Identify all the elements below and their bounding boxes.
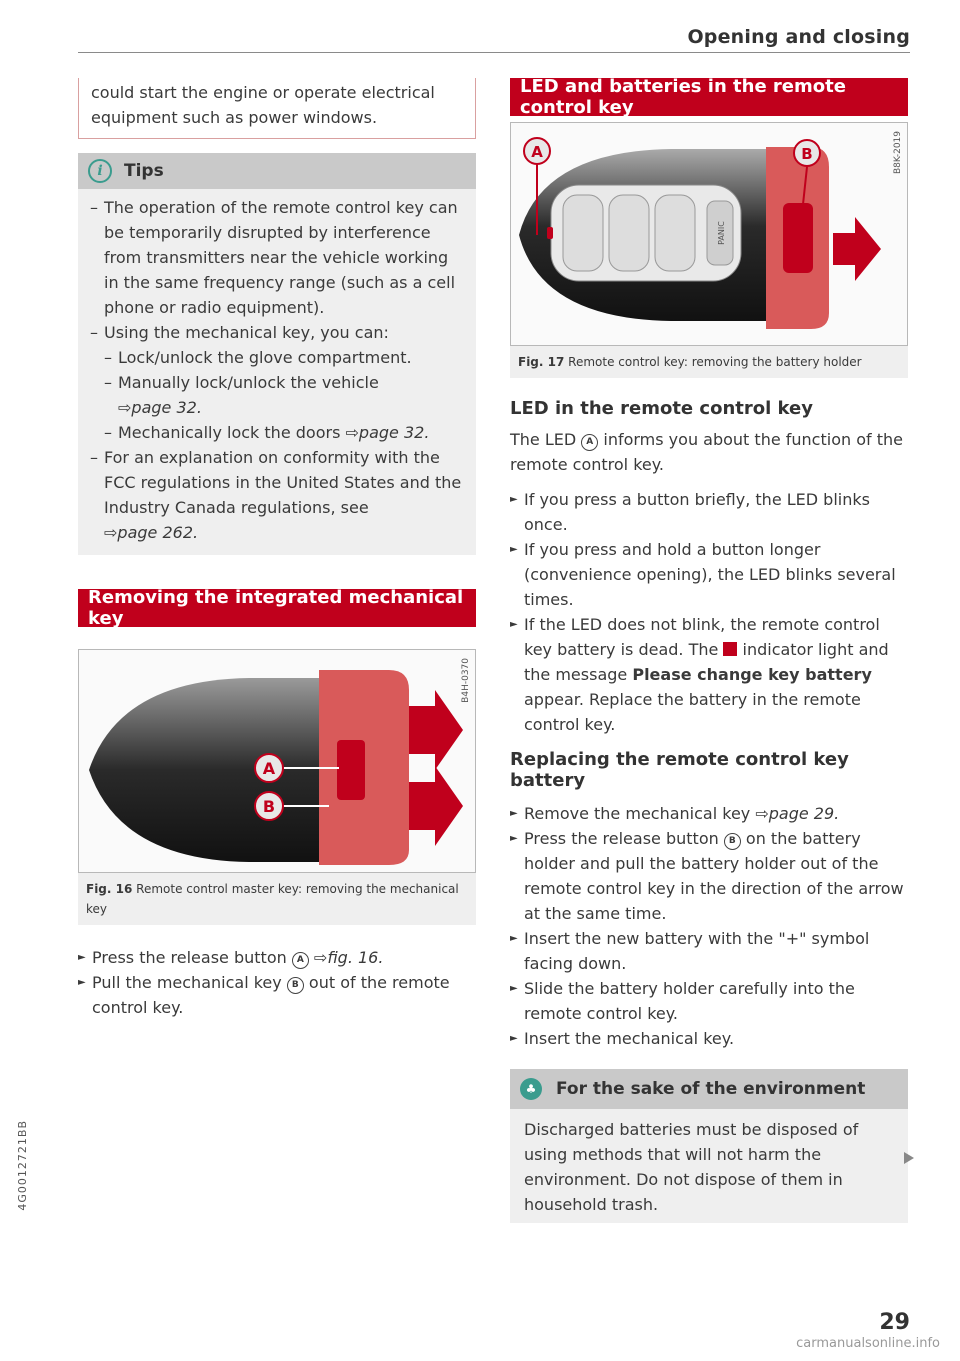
figure-code: B4H-0370 xyxy=(461,658,471,703)
step-text: Press the release button xyxy=(92,948,292,967)
page-ref-link[interactable]: ⇨page 262. xyxy=(104,523,199,542)
callout-a-label: A xyxy=(531,143,543,161)
replace-step: ► Insert the new battery with the "+" symbol facing down. xyxy=(510,926,908,976)
replace-step xyxy=(510,801,908,826)
tips-item xyxy=(90,445,466,545)
replace-step: ► Slide the battery holder carefully into the remote control key. xyxy=(510,976,908,1026)
figure-17 xyxy=(510,122,908,346)
key-illustration xyxy=(79,650,476,872)
replace-step-text: Remove the mechanical key xyxy=(524,804,756,823)
replace-step-text: Press the release button xyxy=(524,829,724,848)
tips-list xyxy=(78,189,476,545)
battery-message: Please change key battery xyxy=(632,665,872,684)
figure-caption-text: Remote control master key: removing the mechanical key xyxy=(86,882,459,916)
figure-caption-text: Remote control key: removing the battery holder xyxy=(568,355,862,369)
tips-item: – The operation of the remote control key can be temporarily disrupted by interference from transmitters near the vehicle working in the same frequency range (such as a cell phone or radio equipment). xyxy=(90,195,466,320)
arrow-icon xyxy=(409,690,463,770)
callout-b-label: B xyxy=(801,145,813,163)
left-column xyxy=(78,78,476,1020)
tips-subitem xyxy=(90,370,466,420)
tips-box xyxy=(78,153,476,555)
replace-steps xyxy=(510,801,908,1051)
figure-caption xyxy=(78,873,476,925)
document-code: 4G0012721BB xyxy=(16,1120,29,1211)
key-body xyxy=(89,678,329,862)
led-intro-text: informs you about the function of the remote control key. xyxy=(510,430,903,474)
replace-step-text: on the battery holder and pull the battery holder out of the remote control key in the direction of the arrow at the same time. xyxy=(524,829,904,923)
environment-header xyxy=(510,1069,908,1109)
section-banner-mechanical-key: Removing the integrated mechanical key xyxy=(78,589,476,627)
trunk-button[interactable] xyxy=(609,195,649,271)
replace-heading: Replacing the remote control key battery xyxy=(510,749,849,791)
led-indicator xyxy=(547,227,553,239)
panic-label: PANIC xyxy=(717,221,726,245)
step-text: out of the remote control key. xyxy=(92,973,450,1017)
led-bullets xyxy=(510,487,908,737)
tree-icon: ♣ xyxy=(520,1078,542,1100)
right-column xyxy=(510,78,908,1223)
marker-b: B xyxy=(287,977,304,994)
header-rule xyxy=(78,52,910,53)
warning-continuation: could start the engine or operate electrical equipment such as power windows. xyxy=(78,78,476,139)
marker-a: A xyxy=(581,434,598,451)
figure-number: Fig. 17 xyxy=(518,355,565,369)
callout-a-label: A xyxy=(262,759,276,778)
step-item xyxy=(78,945,476,970)
tips-title: Tips xyxy=(124,161,164,181)
key-battery-warning-icon xyxy=(723,642,737,656)
info-icon: i xyxy=(88,159,112,183)
led-heading: LED in the remote control key xyxy=(510,398,813,419)
environment-text: Discharged batteries must be disposed of using methods that will not harm the environment. Do not dispose of them in household trash. xyxy=(524,1120,859,1214)
lock-button[interactable] xyxy=(563,195,603,271)
led-bullet-text: indicator light and the message xyxy=(524,640,889,684)
step-text: Pull the mechanical key xyxy=(92,973,287,992)
callout-b-label: B xyxy=(262,797,276,816)
figure-caption xyxy=(510,346,908,378)
release-button xyxy=(783,203,813,273)
figure-number: Fig. 16 xyxy=(86,882,133,896)
unlock-button[interactable] xyxy=(655,195,695,271)
marker-a: A xyxy=(292,952,309,969)
led-bullet xyxy=(510,612,908,737)
arrow-icon xyxy=(833,217,881,281)
steps-list xyxy=(78,945,476,1020)
watermark: carmanualsonline.info xyxy=(796,1336,940,1351)
section-banner-led: LED and batteries in the remote control key xyxy=(510,78,908,116)
figure-code: B8K-2019 xyxy=(893,131,903,175)
replace-step xyxy=(510,826,908,926)
tips-item: – Using the mechanical key, you can: xyxy=(90,320,466,345)
tips-header xyxy=(78,153,476,189)
step-item xyxy=(78,970,476,1020)
tips-subitem-text: Manually lock/unlock the vehicle xyxy=(118,373,379,392)
led-bullet-text: If the LED does not blink, the remote control key battery is dead. The xyxy=(524,615,880,659)
tips-subitem xyxy=(90,420,466,445)
continue-arrow-icon xyxy=(904,1152,914,1164)
led-bullet: ► If you press a button briefly, the LED blinks once. xyxy=(510,487,908,537)
led-intro-text: The LED xyxy=(510,430,582,449)
environment-box xyxy=(510,1069,908,1223)
page-ref-link[interactable]: ⇨page 32. xyxy=(345,423,430,442)
environment-title: For the sake of the environment xyxy=(556,1079,866,1099)
figure-16 xyxy=(78,649,476,873)
arrow-icon xyxy=(409,766,463,846)
tips-item-text: For an explanation on conformity with the FCC regulations in the United States and the Industry Canada regulations, see xyxy=(104,448,462,517)
led-bullet-text: appear. Replace the battery in the remote control key. xyxy=(524,690,861,734)
marker-b: B xyxy=(724,833,741,850)
led-bullet: ► If you press and hold a button longer (convenience opening), the LED blinks several times. xyxy=(510,537,908,612)
replace-step: ► Insert the mechanical key. xyxy=(510,1026,908,1051)
section-header: Opening and closing xyxy=(687,26,910,48)
page-ref-link[interactable]: ⇨page 29. xyxy=(755,804,840,823)
tips-subitem: – Lock/unlock the glove compartment. xyxy=(90,345,466,370)
fig-ref-link[interactable]: ⇨fig. 16. xyxy=(313,948,384,967)
key-battery-illustration xyxy=(511,123,908,345)
led-intro xyxy=(510,427,908,477)
page-ref-link[interactable]: ⇨page 32. xyxy=(118,398,202,417)
tips-subitem-text: Mechanically lock the doors xyxy=(118,423,341,442)
page-number: 29 xyxy=(879,1310,910,1335)
mechanical-key-part xyxy=(337,740,365,800)
